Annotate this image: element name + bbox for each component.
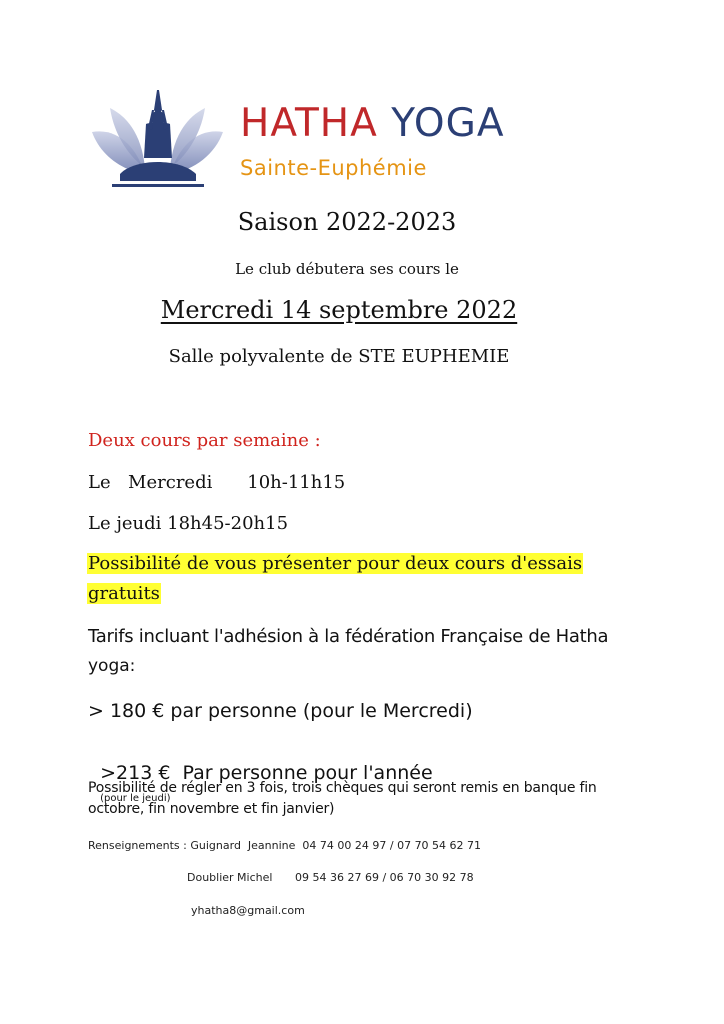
tarifs-text-line-1: Tarifs incluant l'adhésion à la fédération Française de Hatha <box>88 626 609 647</box>
trial-offer-line-1 <box>87 553 583 574</box>
season-heading: Saison 2022-2023 <box>237 208 457 236</box>
course-thursday: Le jeudi 18h45-20h15 <box>88 513 289 534</box>
payment-info-line-1: Possibilité de régler en 3 fois, trois chèques qui seront remis en banque fin <box>88 780 597 796</box>
trial-offer-text-1: Possibilité de vous présenter pour deux cours d'essais <box>88 553 583 574</box>
price-yearly-main: >213 € Par personne pour l'année <box>100 762 433 784</box>
brand-title-yoga: YOGA <box>391 101 505 146</box>
intro-text: Le club débutera ses cours le <box>235 260 459 278</box>
brand-title <box>240 101 505 146</box>
price-yearly <box>88 740 433 806</box>
payment-info-line-2: octobre, fin novembre et fin janvier) <box>88 801 335 817</box>
venue: Salle polyvalente de STE EUPHEMIE <box>168 346 510 367</box>
start-date: Mercredi 14 septembre 2022 <box>160 296 518 324</box>
contact-guignard: Renseignements : Guignard Jeannine 04 74 00 24 97 / 07 70 54 62 71 <box>88 839 482 852</box>
courses-heading: Deux cours par semaine : <box>88 430 321 451</box>
contact-doublier-name: Doublier Michel <box>187 871 273 884</box>
tarifs-text-line-2: yoga: <box>88 656 136 676</box>
logo-base-line <box>112 184 204 187</box>
price-wednesday: > 180 € par personne (pour le Mercredi) <box>88 700 473 722</box>
meditating-figure-lotus-icon <box>90 88 225 192</box>
course-wednesday: Le Mercredi 10h-11h15 <box>88 472 346 493</box>
price-yearly-note: (pour le jeudi) <box>100 793 171 804</box>
contact-email: yhatha8@gmail.com <box>191 904 305 917</box>
contact-doublier-phone: 09 54 36 27 69 / 06 70 30 92 78 <box>295 871 474 884</box>
trial-offer-text-2: gratuits <box>88 583 160 604</box>
brand-title-hatha: HATHA <box>240 101 378 146</box>
brand-subtitle: Sainte-Euphémie <box>240 156 427 180</box>
trial-offer-line-2 <box>87 583 161 604</box>
